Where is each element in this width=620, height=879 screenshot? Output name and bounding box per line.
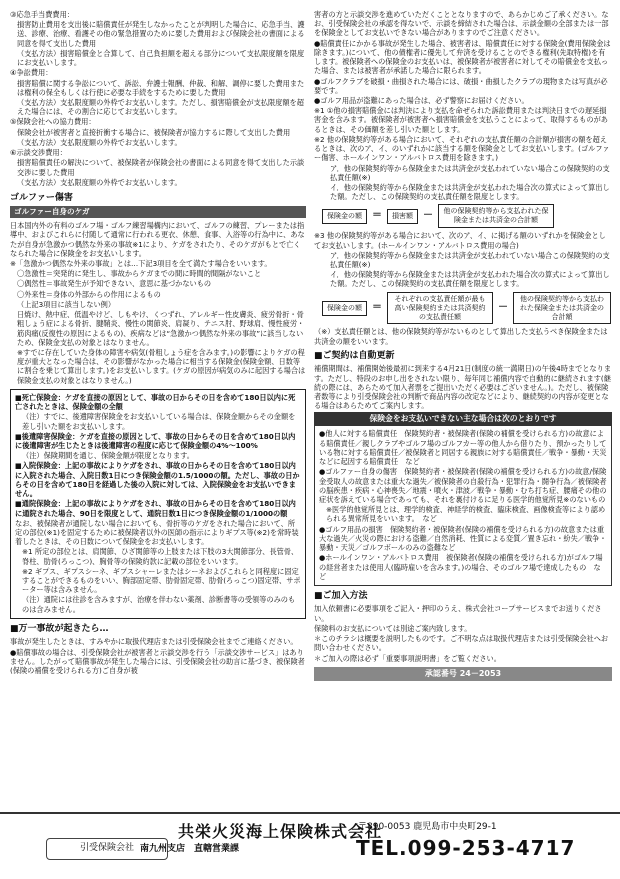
left-top-item: ③応急手当費費用：: [10, 10, 74, 19]
insurance-benefit-box: [10, 389, 306, 619]
left-golf-item: 日焼け、熱中症、低温やけど、しもやけ、くつずれ、アレルギー性皮膚炎、疲労骨折・骨粗しょう症による骨折、腱鞘炎、慢性の関節炎、肩凝り、テニス肘、野球肩、慢性疲労・筋肉痛(反復性の原因によるもの)、疾病などは“急激かつ偶然な外来の事故”に該当しないため、保険金支払の対象とはなりません。: [17, 310, 305, 347]
left-accident-item: 事故が発生したときは、すみやかに取扱代理店または引受保険会社までご連絡ください。: [10, 637, 298, 647]
footer: [0, 812, 620, 879]
right-notpaid-item: ●ゴルフ用品の損害 保険契約者・被保険者(保険の補償を受けられる方)の故意または重大な過失／火災の際における盗難／自然消耗、性質による変質／置き忘れ・紛失／戦争・暴動・天災／ゴルフボールのみの盗難など: [319, 524, 607, 553]
formula-two-mid: それぞれの支払責任額が最も高い保険契約または共済契約の支払責任額: [387, 292, 493, 325]
left-top-item: （支払方法）支払限度額の外枠でお支払いします。: [17, 137, 182, 147]
left-golf-item: 日本国内外の有料のゴルフ場・ゴルフ練習場構内において、ゴルフの練習、プレーまたは指導中、およびこれらに付随して通常に行われる更衣、休憩、食事、入浴等の行為中に、あなたが自身が急激かつ偶然な外来の事故※1により、ケガをされたり、そのケガがもとで亡くなられた場合に保険金をお支払いします。: [10, 221, 305, 258]
left-box-item: （注）通院には往診を含みますが、治療を伴わない薬剤、診断書等の受領等のみのものは含みません。: [22, 595, 296, 614]
right-top-item: ●賠償責任にかかる事故が発生した場合、被害者は、賠償責任に対する保険金(費用保険金は除きます。)について、他の債権者に優先して弁済を受けることのできる権利(先取特権)を有します。被保険者への保険金のお支払いは、被保険者が被害者に対してその賠償金を支払った場合、または被害者が承諾した場合に限られます。: [314, 38, 611, 76]
golf-section-title: ゴルファー傷害: [10, 192, 73, 203]
renewal-title: ■ご契約は自動更新: [314, 350, 395, 361]
left-top-item: 損害賠償に関する争訟について、訴訟、弁護士報酬、仲裁、和解、調停に要した費用または権利の保全もしくは行使に必要な手続をするために要した費用: [17, 78, 305, 97]
accident-section-title: ■万一事故が起きたら…: [10, 623, 109, 634]
right-join-item: ＊ご加入の際は必ず「重要事項説明書」をご覧ください。: [314, 653, 501, 663]
right-mid-item: ※3 他の保険契約等がある場合において、次のア、イ、に掲げる額のいずれかを保険金としてお支払いします。(ホールインワン・アルバトロス費用の場合): [314, 231, 606, 250]
company-name: 共栄火災海上保険株式会社: [178, 822, 383, 841]
right-top-item: ア．他の保険契約等から保険金または共済金が支払われていない場合この保険契約の支払責任額(※): [330, 163, 610, 182]
left-box-item: ■後遺障害保険金：ケガを直接の原因として、事故の日からその日を含めて180日以内に後遺障害が生じたときは後遺障害の程度に応じて保険金額の4%～100%: [15, 431, 296, 450]
left-top-item: （支払方法）支払限度額の外枠でお支払いします。ただし、損害賠償金が支払限度額を超えた場合には、その割合に応じてお支払いします。: [17, 97, 304, 117]
formula-one-minus: －: [423, 209, 433, 221]
renewal-text: 補償期間は、補償開始後最初に到来する4月21日(制度の統一満期日)の午後4時までとなります。ただし、特段のお申し出をされない限り、毎年同じ補償内容で自動的に継続されます(継続の際には、あらためて加入者票をご提出いただく必要はございません。)。ただし、被保険者数等により引受保険会社の判断で商品内容の改定などにより、継続契約の内容が変更となる場合はあらためてご案内します。: [314, 364, 612, 411]
right-top-item: 害者の方と示談交渉を進めていただくこととなりますので、あらかじめご了承ください。なお、引受保険会社の承認を得ないで、示談を締結された場合は、示談金額の全部または一部を保険金としてお支払いできない場合がありますのでご注意ください。: [314, 10, 609, 38]
right-top-item: ※2 他の保険契約等がある場合において、それぞれの支払責任額の合計額が損害の額を超えるときは、次のア、イ、のいずれかに該当する額を保険金としてお支払いします。(ゴルファー傷害、ホールインワン・アルバトロス費用を除きます。): [314, 134, 610, 163]
golf-description: [10, 221, 306, 385]
accident-instructions: [10, 637, 306, 675]
left-box-item: ■入院保険金：上記の事故によりケガをされ、事故の日からその日を含めて180日以内に入院された場合、入院日数1日につき保険金額の1.5/1000の額。ただし、事故の日からその日を含めて180日を経過した後の入院に対しては、入院保険金をお支払いできません。: [15, 461, 300, 499]
left-golf-item: 〇急激性＝突発的に発生し、事故からケガまでの間に時間的間隔がないこと: [17, 269, 262, 279]
join-method-title: ■ご加入方法: [314, 590, 368, 601]
left-box-item: ■通院保険金：上記の事故によりケガをされ、事故の日からその日を含めて180日以内に通院された場合、90日を限度として、通院日数1日につき保険金額の1/1000の額: [15, 499, 296, 518]
left-golf-item: 〇偶然性＝事故発生が予知できない、意思に基づかないもの: [17, 279, 212, 289]
right-notpaid-item: ※医学的他覚所見とは、理学的検査、神経学的検査、臨床検査、画像検査等により認められる異常所見をいいます。 など: [326, 505, 606, 524]
left-golf-item: ※「急激かつ偶然な外来の事故」とは…下記3項目を全て満たす場合をいいます。: [10, 259, 272, 269]
formula-two-right: 他の保険契約等から支払われた保険金または共済金の合計額: [513, 292, 611, 325]
left-box-item: ※2 ギプス、ギプスシーネ、ギプスシャーレまたはシーネおよびこれらと同程度に固定することができるものをいい、胸部固定帯、肋骨固定帯、肋骨(ろっこつ)固定帯、サポーター等は含みません。: [22, 566, 301, 595]
left-box-item: （注）保険期間を通じ、保険金額が限度となります。: [22, 451, 194, 461]
right-mid-item: イ．他の保険契約等から保険金または共済金が支払われた場合次の算式によって算出した額。ただし、この保険契約の支払責任額を限度とします。: [330, 270, 610, 289]
company-address: 〒890-0053 鹿児島市中央町29-1: [358, 822, 497, 832]
right-mid-item: ア．他の保険契約等から保険金または共済金が支払われていない場合この保険契約の支払責任額(※): [330, 250, 610, 269]
left-box-item: ※1 所定の部位とは、肩関節、ひざ関節等の上肢または下肢の3大関節部分、長管骨、脊柱、肋骨(ろっこつ)、胸骨等の保険約款に記載の部位をいいます。: [22, 547, 299, 566]
branch-name: 南九州支店 直轄営業課: [140, 844, 240, 854]
golf-subsection-title: ゴルファー自身のケガ: [10, 206, 306, 218]
right-top-item: ※1 ①他の損害賠償金には判決により支払を命ぜられた訴訟費用または判決日までの遅延損害金を含みます。被保険者が被害者へ損害賠償金を支払うことによって、取得するものがあるときは、その価額を差し引いた額とします。: [314, 106, 608, 134]
right-notpaid-item: ●ゴルファー自身の傷害 保険契約者・被保険者(保険の補償を受けられる方)の故意/保険金受取人の故意または重大な過失／被保険者の自殺行為・犯罪行為・闘争行為／被保険者の脳疾患・疾病・心神喪失／地震・噴火・津波／戦争・暴動・むち打ち症、腰痛その他の症状を訴えている場合であっても、それを裏付けるに足りる医学的他覚所見※のないもの: [319, 467, 607, 504]
right-column: [314, 10, 612, 681]
right-top-item: イ．他の保険契約等から保険金または共済金が支払われた場合次の算式によって算出した額。ただし、この保険契約の支払責任額を限度とします。: [330, 182, 610, 202]
formula-two: [322, 292, 612, 325]
not-paid-box: [314, 425, 612, 586]
agency-label: 引受保険会社: [46, 838, 168, 860]
left-top-item: 保険会社が被害者と直接折衝する場合に、被保険者が協力するに際して支出した費用: [17, 127, 291, 137]
left-golf-item: 〇外来性＝身体の外部からの作用によるもの: [17, 289, 161, 299]
formula-two-minus: －: [498, 301, 508, 313]
right-join-item: ＊このチラシは概要を説明したものです。ご不明な点は取扱代理店または引受保険会社へお問い合わせください。: [314, 634, 609, 653]
other-contract-notes: [314, 231, 612, 288]
liability-note: （※）支払責任額とは、他の保険契約等がないものとして算出した支払うべき保険金または共済金の額をいいます。: [314, 327, 608, 346]
formula-one-mid: 損害額: [387, 209, 418, 224]
left-column: [10, 10, 306, 676]
left-accident-item: ●賠償事故の場合は、引受保険会社が被害者と示談交渉を行う「示談交渉サービス」はありません。したがって賠償事故が発生した場合には、引受保険会社の助言に基づき、被保険者(保険の補償を受けられる方)ご自身が被: [10, 647, 305, 676]
left-box-item: なお、被保険者が通院しない場合においても、骨折等のケガをされた場合において、所定の部位(※1)を固定するために被保険者以外の医師の指示によりギプス等(※2)を常時装着したときは、その日数について保険金をお支払いします。: [15, 518, 299, 547]
right-notpaid-item: ●ホールインワン・アルバトロス費用 被保険者(保険の補償を受けられる方)がゴルフ場の経営者または使用人(臨時雇いを含みます。)の場合、そのゴルフ場で達成したもの など: [319, 553, 603, 581]
formula-two-equals: ＝: [372, 301, 382, 313]
right-top-item: ●ゴルフクラブを破損・曲損された場合には、破損・曲損したクラブの現物または写真が必要です。: [314, 76, 608, 95]
right-notpaid-item: ●他人に対する賠償責任 保険契約者・被保険者(保険の補償を受けられる方)の故意による賠償責任／親しクラブやゴルフ場のゴルフカー等の他人から借りたり、預かったりしている物に対する賠償責任／被保険者と同居する親族に対する賠償責任／戦争・暴動・天災などに起因する賠償責任 など: [319, 429, 607, 467]
right-top-item: ●ゴルフ用品が盗難にあった場合は、必ず警察にお届けください。: [314, 95, 529, 105]
formula-two-left: 保険金の額: [322, 301, 367, 316]
company-phone: TEL.099-253-4717: [356, 836, 576, 860]
left-box-item: ■死亡保険金：ケガを直接の原因として、事故の日からその日を含めて180日以内に死亡されたときは、保険金額の全額: [15, 392, 296, 412]
left-top-item: 損害賠償責任の解決について、被保険者が保険会社の書面による同意を得て支出した示談交渉に要した費用: [17, 158, 305, 177]
right-join-item: 保険料のお支払については別途ご案内致します。: [314, 623, 472, 633]
formula-one: [322, 204, 612, 228]
formula-one-left: 保険金の額: [322, 209, 367, 224]
right-join-item: 加入依頼書に必要事項をご記入・押印のうえ、株式会社コープサービスまでお送りください。: [314, 604, 602, 623]
coverage-cost-list: [10, 10, 306, 187]
not-paid-title: 保険金をお支払いできない主な場合は次のとおりです: [314, 412, 612, 426]
approval-number: 承認番号 24－2053: [314, 667, 612, 681]
left-top-item: （支払方法）損害賠償金と合算して、自己負担額を超える部分について支払限度額を限度にお支払いします。: [17, 48, 305, 68]
left-golf-item: ※すでに存在していた身体の障害や病気(骨粗しょう症を含みます。)の影響によりケガの程度が重大となった場合は、その影響がなかった場合に相当する保険金(保険金額、日数等に割合を乗じて算出します。)をお支払いします。(ケガの原因が病気のみに起因する場合は保険金支払の対象とはなりません。): [17, 348, 306, 385]
left-top-item: ⑥示談交渉費用：: [10, 148, 67, 158]
left-top-item: （支払方法）支払限度額の外枠でお支払いします。: [17, 177, 182, 187]
left-top-item: 損害防止費用を支出後に賠償責任が発生しなかったことが判明した場合に、応急手当、護送、診療、治療、看護その他の緊急措置のために要した費用および保険会社の書面による同意を得て支出した費用: [17, 20, 305, 48]
join-method-list: [314, 604, 612, 662]
claim-notes: [314, 10, 612, 201]
formula-one-right: 他の保険契約等から支払われた保険金または共済金の合計額: [438, 204, 554, 228]
left-top-item: ⑤保険会社への協力費用：: [10, 117, 96, 127]
formula-one-equals: ＝: [372, 209, 382, 221]
left-top-item: ④争訟費用：: [10, 68, 53, 78]
left-golf-item: （上記3項目に該当しない例）: [17, 299, 116, 309]
left-box-item: （注）すでに、後遺障害保険金をお支払いしている場合は、保険金額からその金額を差し引いた額をお支払いします。: [22, 412, 296, 431]
